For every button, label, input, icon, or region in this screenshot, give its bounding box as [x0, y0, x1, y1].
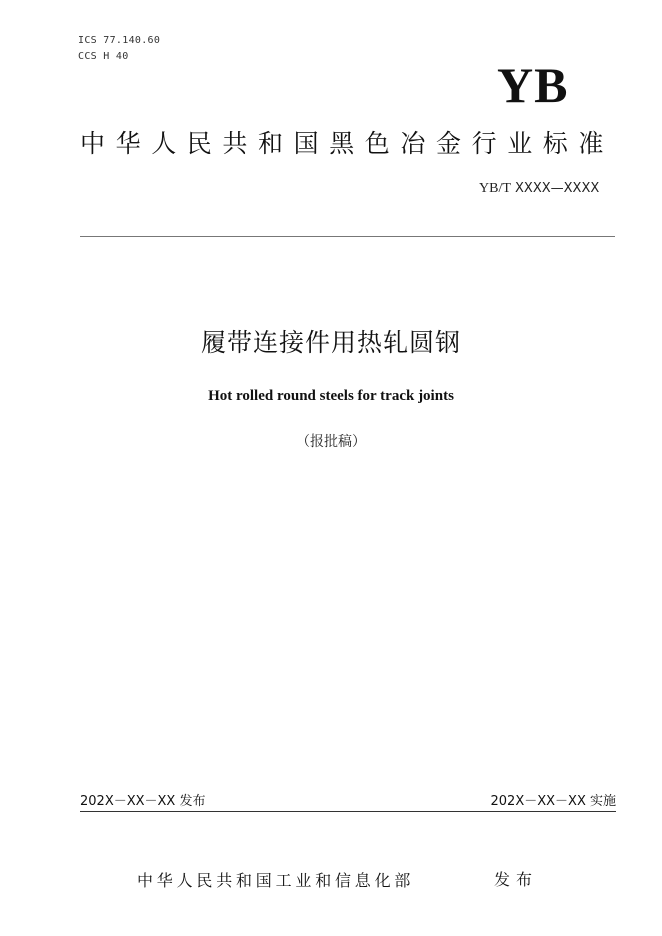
standard-category-title: 中华人民共和国黑色冶金行业标准 — [80, 129, 615, 158]
header-divider — [80, 236, 615, 237]
implementation-date: 202X－XX－XX 实施 — [490, 794, 616, 809]
footer-divider — [80, 811, 616, 812]
issue-date: 202X－XX－XX 发布 — [80, 794, 206, 809]
issuing-authority: 中华人民共和国工业和信息化部 — [137, 871, 415, 890]
document-title-chinese: 履带连接件用热轧圆钢 — [200, 328, 461, 357]
standard-number — [479, 180, 599, 198]
ccs-code: CCS H 40 — [78, 51, 129, 62]
standard-number-value: XXXX—XXXX — [515, 181, 600, 196]
document-title-english: Hot rolled round steels for track joints — [208, 388, 454, 404]
standard-number-prefix: YB/T — [479, 181, 511, 196]
publish-label: 发布 — [494, 870, 539, 889]
draft-status: （报批稿） — [296, 434, 366, 450]
ics-code: ICS 77.140.60 — [78, 35, 161, 46]
yb-logo: YB — [497, 57, 569, 113]
